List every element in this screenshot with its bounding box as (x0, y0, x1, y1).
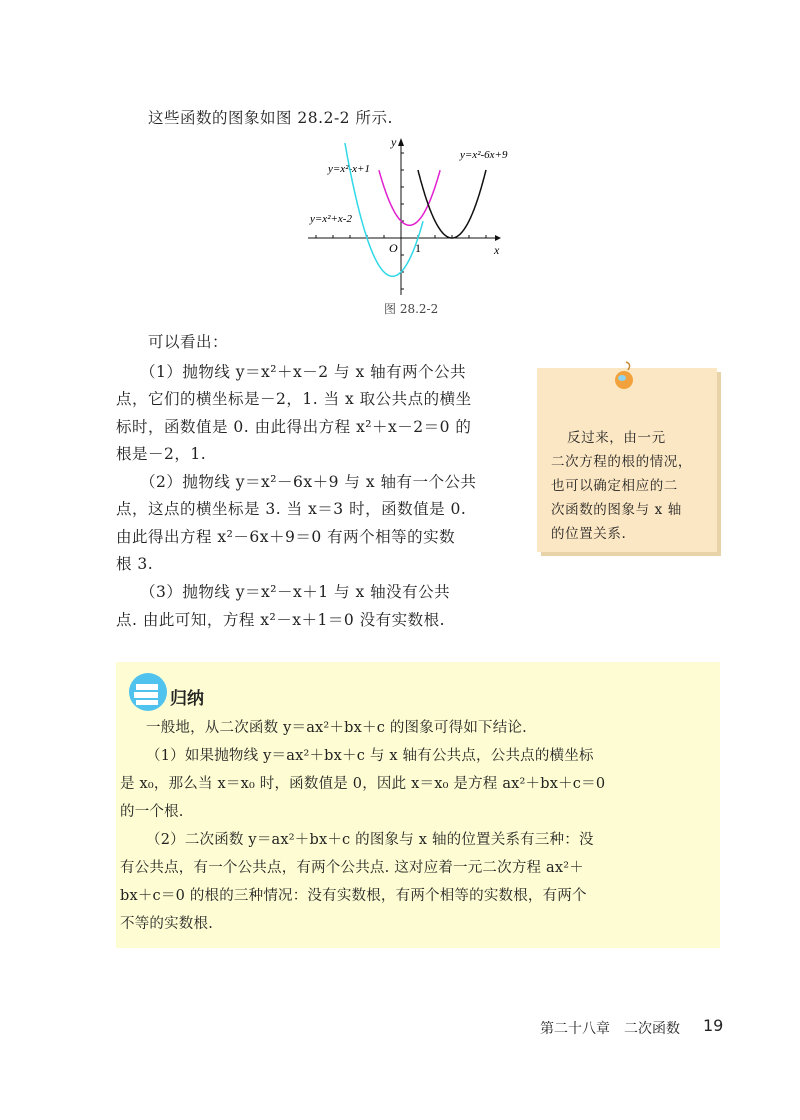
summary-line: （2）二次函数 y＝ax²＋bx＋c 的图象与 x 轴的位置关系有三种：没 (146, 832, 594, 848)
summary-line: （1）如果抛物线 y＝ax²＋bx＋c 与 x 轴有公共点，公共点的横坐标 (146, 748, 594, 764)
pin-icon (612, 360, 642, 394)
summary-line: bx＋c＝0 的根的三种情况：没有实数根，有两个相等的实数根，有两个 (120, 888, 587, 904)
curve-label: y=x²-6x+9 (460, 149, 508, 161)
page-number: 19 (703, 1016, 724, 1035)
summary-title: 归纳 (170, 689, 204, 709)
point-line: 根是－2，1. (116, 445, 207, 463)
side-note (537, 368, 717, 552)
chapter-title: 第二十八章 二次函数 (540, 1021, 680, 1037)
x-axis-arrow (495, 235, 501, 241)
summary-line: 不等的实数根. (120, 916, 214, 932)
point-line: （1）抛物线 y＝x²＋x－2 与 x 轴有两个公共 (140, 363, 467, 381)
parabola-curve (379, 170, 440, 225)
point-line: 根 3. (116, 555, 154, 573)
summary-line: 一般地，从二次函数 y＝ax²＋bx＋c 的图象可得如下结论. (146, 720, 527, 736)
curve-label: y=x²-x+1 (328, 163, 370, 175)
figure-caption: 图 28.2-2 (384, 302, 439, 316)
point-line: 由此得出方程 x²－6x＋9＝0 有两个相等的实数 (116, 528, 456, 546)
summary-line: 是 x₀，那么当 x＝x₀ 时，函数值是 0，因此 x＝x₀ 是方程 ax²＋bx＋c＝0 (120, 776, 606, 792)
point-line: （2）抛物线 y＝x²－6x＋9 与 x 轴有一个公共 (140, 473, 477, 491)
summary-line: 的一个根. (120, 804, 184, 820)
tick-label-1: 1 (415, 241, 421, 255)
observe-text: 可以看出： (148, 333, 229, 351)
curve-label: y=x²+x-2 (310, 213, 352, 225)
figure-28-2-2 (300, 130, 510, 300)
point-line: （3）抛物线 y＝x²－x＋1 与 x 轴没有公共 (140, 583, 451, 601)
note-line: 次函数的图象与 x 轴 (551, 502, 682, 518)
book-stack-icon (128, 672, 168, 712)
note-line: 反过来，由一元 (567, 430, 666, 446)
origin-label: O (389, 241, 398, 255)
point-line: 点，这点的横坐标是 3. 当 x＝3 时，函数值是 0. (116, 500, 467, 518)
note-line: 的位置关系. (551, 526, 627, 542)
parabola-curve (418, 170, 486, 238)
point-line: 标时，函数值是 0. 由此得出方程 x²＋x－2＝0 的 (116, 418, 472, 436)
point-line: 点，它们的横坐标是－2，1. 当 x 取公共点的横坐 (116, 390, 472, 408)
y-axis-label: y (391, 135, 397, 149)
x-axis-label: x (494, 243, 500, 257)
point-line: 点. 由此可知，方程 x²－x＋1＝0 没有实数根. (116, 611, 446, 629)
summary-box (116, 662, 720, 948)
intro-text: 这些函数的图象如图 28.2-2 所示. (148, 109, 393, 127)
note-line: 二次方程的根的情况， (551, 454, 692, 470)
y-axis-arrow (398, 138, 404, 146)
summary-line: 有公共点，有一个公共点，有两个公共点. 这对应着一元二次方程 ax²＋ (120, 860, 584, 876)
note-line: 也可以确定相应的二 (551, 478, 678, 494)
